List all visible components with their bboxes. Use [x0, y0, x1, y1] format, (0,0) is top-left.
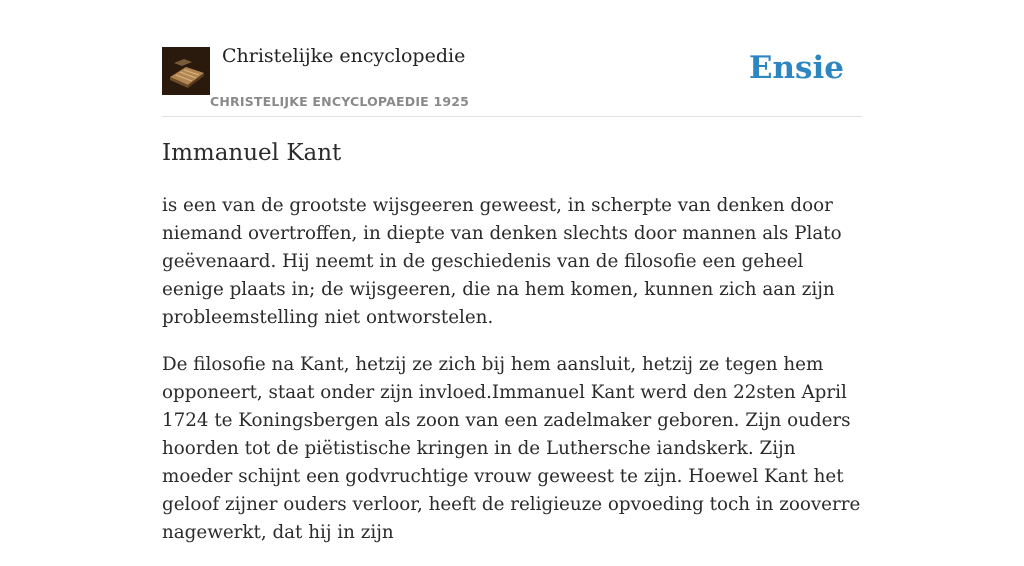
article-body — [162, 192, 862, 566]
article-paragraph: De filosofie na Kant, hetzij ze zich bij hem aansluit, hetzij ze tegen hem opponeert, staat onder zijn invloed.Immanuel Kant werd den 22sten April 1724 te Koningsbergen als zoon van een zadelmaker geboren. Zijn ouders hoorden tot de piëtistische kringen in de Luthersche iandskerk. Zijn moeder schijnt een godvruchtige vrouw geweest te zijn. Hoewel Kant het geloof zijner ouders verloor, heeft de religieuze opvoeding toch in zooverre nagewerkt, dat hij in zijn — [162, 354, 861, 543]
site-subtitle: CHRISTELIJKE ENCYCLOPAEDIE 1925 — [210, 94, 470, 109]
article-paragraph: is een van de grootste wijsgeeren geweest, in scherpte van denken door niemand overtroffen, in diepte van denken slechts door mannen als Plato geëvenaard. Hij neemt in de geschiedenis van de filosofie een geheel eenige plaats in; de wijsgeeren, die na hem komen, kunnen zich aan zijn probleemstelling niet ontworstelen. — [162, 195, 842, 328]
page — [162, 0, 862, 543]
book-thumbnail-icon[interactable] — [162, 47, 210, 95]
ensie-logo-link[interactable]: Ensie — [748, 50, 844, 86]
site-title[interactable]: Christelijke encyclopedie — [222, 45, 466, 67]
article-title: Immanuel Kant — [162, 140, 342, 166]
site-header — [162, 0, 862, 117]
